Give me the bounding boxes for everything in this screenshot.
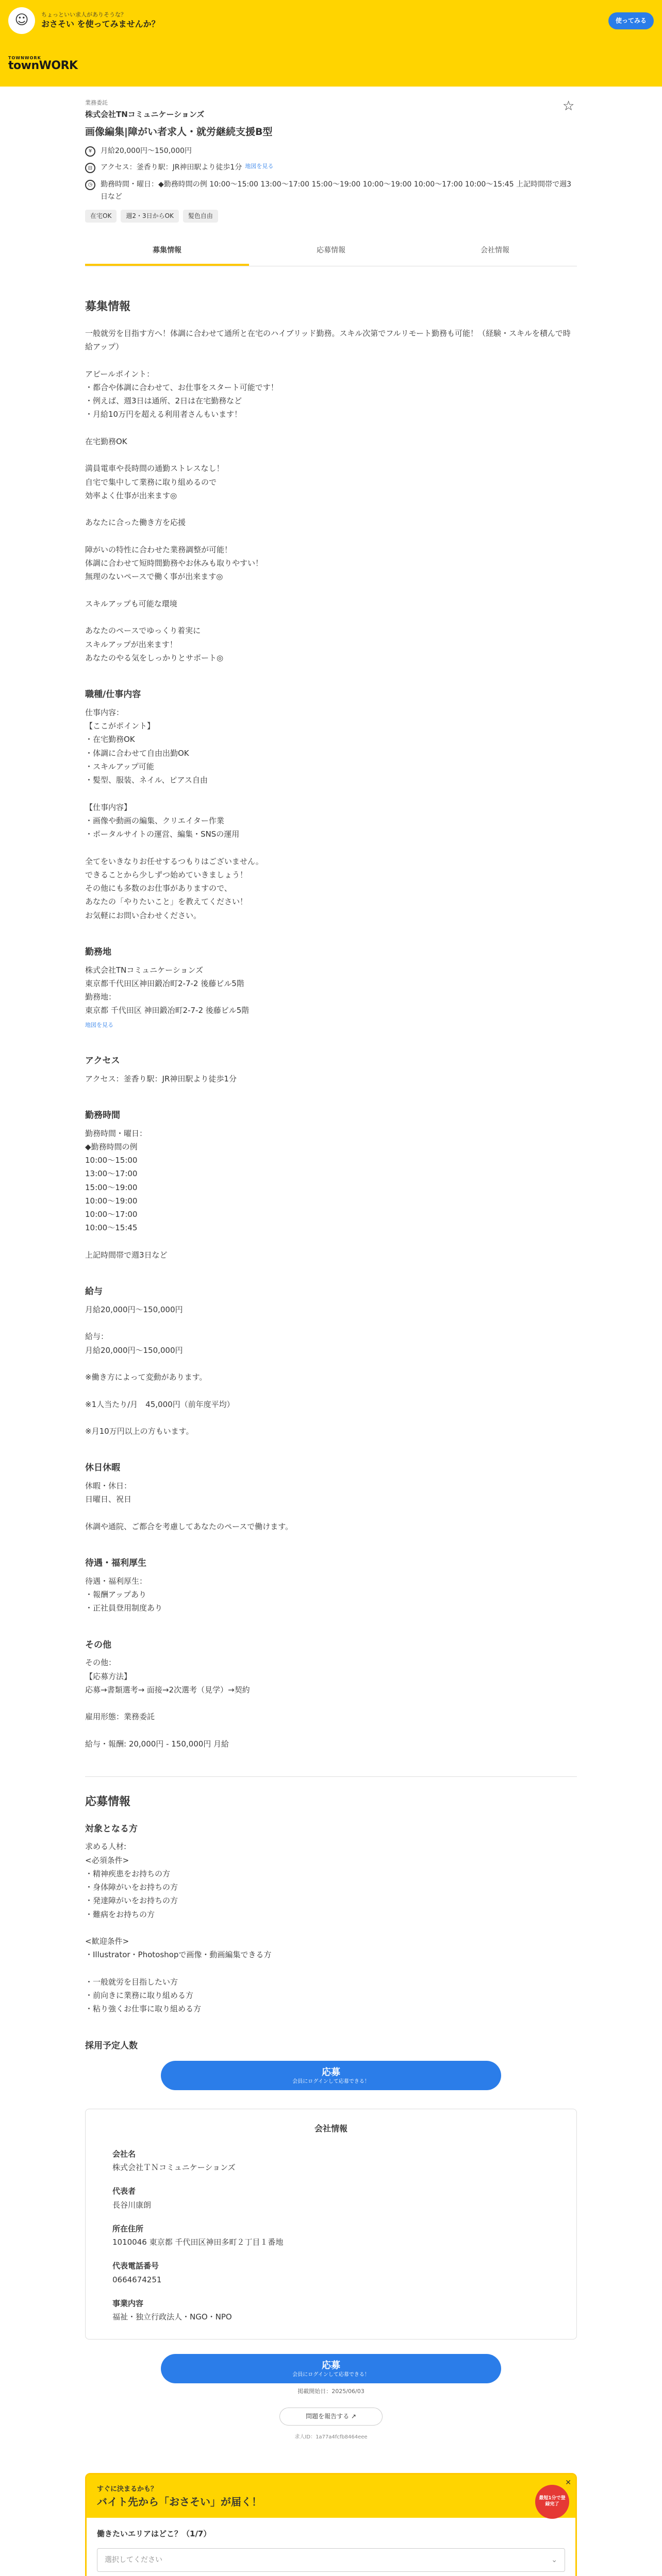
job-header: [85, 87, 577, 223]
company-key: 代表者: [112, 2187, 136, 2196]
hours-text: 勤務時間・曜日：◆勤務時間の例 10:00〜15:00 13:00〜17:00 15:00〜19:00 10:00〜19:00 10:00〜17:00 10:00〜15:45 上記時間帯で週3日など: [101, 180, 571, 201]
tag: 在宅OK: [85, 210, 117, 223]
area-prompt-line1: すぐに決まるかも？: [97, 2485, 158, 2493]
report-button[interactable]: 問題を報告する ↗: [279, 2408, 383, 2426]
salary-text: 月給20,000円〜150,000円: [101, 146, 192, 155]
company-info-card: [85, 2109, 577, 2340]
access-row: [85, 161, 577, 174]
hours-heading: 勤務時間: [85, 1110, 120, 1121]
site-header: [0, 41, 662, 87]
location-text: 株式会社TNコミュニケーションズ 東京都千代田区神田鍛冶町2-7-2 後藤ビル5階 勤務地： 東京都 千代田区 神田鍛冶町2-7-2 後藤ビル5階: [85, 965, 250, 1015]
other-heading: その他: [85, 1639, 111, 1650]
tag: 髪色自由: [183, 210, 218, 223]
apply-button[interactable]: 応募 会員にログインして応募できる！: [161, 2061, 501, 2090]
area-select[interactable]: [97, 2548, 565, 2572]
duties-heading: 職種/仕事内容: [85, 689, 141, 700]
train-icon: ⊟: [85, 163, 95, 173]
promo-try-button[interactable]: 使ってみる: [608, 12, 654, 29]
tab-bar: [85, 238, 577, 267]
company-value: 1010046 東京都 千代田区神田多町２丁目１番地: [112, 2238, 284, 2247]
company-info-heading: 会社情報: [314, 2123, 347, 2133]
tag: 週2・3日からOK: [121, 210, 179, 223]
benefits-detail: 待遇・福利厚生： ・報酬アップあり ・正社員登用制度あり: [85, 1576, 163, 1613]
divider: [85, 1776, 577, 1777]
holiday-detail: 休暇・休日： 日曜日、祝日 休調や通院、ご都合を考慮してあなたのペースで働けます。: [85, 1481, 293, 1531]
site-logo[interactable]: TOWNWORK townWORK: [8, 56, 78, 72]
employment-type: 業務委託: [85, 99, 108, 106]
recruit-section: [85, 297, 577, 1751]
access-text: アクセス：釜香り駅：JR神田駅より徒歩1分: [101, 163, 242, 172]
company-key: 所在住所: [112, 2224, 144, 2233]
benefits-heading: 待遇・福利厚生: [85, 1558, 146, 1568]
tag-list: [85, 210, 577, 223]
quick-register-badge: 最短1分で登録完了: [535, 2485, 569, 2519]
hiring-count-heading: 採用予定人数: [85, 2040, 138, 2051]
location-map-link[interactable]: 地図を見る: [85, 1021, 113, 1028]
company-name: 株式会社TNコミュニケーションズ: [85, 110, 205, 120]
area-select-placeholder: 選択してください: [105, 2555, 162, 2564]
access-detail: アクセス：釜香り駅：JR神田駅より徒歩1分: [85, 1074, 237, 1083]
target-heading: 対象となる方: [85, 1823, 138, 1834]
close-icon[interactable]: ✕: [565, 2478, 571, 2487]
published-date: 掲載開始日：2025/06/03: [297, 2387, 365, 2395]
clock-icon: ◷: [85, 180, 95, 190]
company-key: 事業内容: [112, 2298, 144, 2308]
hours-row: [85, 178, 577, 204]
apply-heading: 応募情報: [85, 1795, 131, 1808]
tab-company[interactable]: 会社情報: [481, 246, 509, 255]
yen-icon: ¥: [85, 146, 95, 157]
job-id: 求人ID：1a77a4fcfb8464eee: [294, 2434, 368, 2441]
salary-heading: 給与: [85, 1286, 103, 1297]
company-value: 長谷川康朗: [112, 2200, 152, 2210]
promo-banner: [0, 0, 662, 41]
location-heading: 勤務地: [85, 946, 111, 957]
target-text: 求める人材: <必須条件> ・精神疾患をお持ちの方 ・身体障がいをお持ちの方 ・発達障がいをお持ちの方 ・難病をお持ちの方 <歓迎条件> ・Illustrator・Photoshopで画像・動画編集できる方 ・一般就労を目指したい方 ・前向きに業務に取り組める方 ・粘り強くお仕事に取り組める方: [85, 1842, 272, 2014]
company-value: 0664674251: [112, 2275, 162, 2284]
company-value: 株式会社ＴＮコミュニケーションズ: [112, 2163, 236, 2173]
tab-apply[interactable]: 応募情報: [317, 246, 345, 255]
chevron-down-icon: ⌄: [551, 2555, 557, 2564]
company-key: 会社名: [112, 2149, 136, 2159]
recruit-heading: 募集情報: [85, 300, 131, 314]
map-link[interactable]: 地図を見る: [245, 163, 274, 170]
mascot-icon: ☺: [8, 7, 35, 34]
other-detail: その他： 【応募方法】 応募→書類選考→ 面接→2次選考（見学）→契約 雇用形態：業務委託 給与・報酬: 20,000円 - 150,000円 月給: [85, 1658, 250, 1749]
promo-small: ちょっといい求人がありそうな？: [41, 11, 126, 19]
salary-row: [85, 145, 577, 158]
area-prompt-line2: バイト先から「おさそい」が届く！: [97, 2496, 262, 2509]
salary-detail: 月給20,000円〜150,000円 給与： 月給20,000円〜150,000円 ※働き方によって変動があります。 ※1人当たり/月 45,000円（前年度平均） ※月10万円以上の方もいます。: [85, 1304, 235, 1436]
favorite-star-icon[interactable]: ☆: [562, 98, 575, 114]
tab-recruit[interactable]: 募集情報: [85, 238, 249, 266]
duties-text: 仕事内容： 【ここがポイント】 ・在宅勤務OK ・体調に合わせて自由出勤OK ・スキルアップ可能 ・髪型、服装、ネイル、ピアス自由 【仕事内容】 ・画像や動画の編集、クリエイター作業 ・ポータルサイトの運営、編集・SNSの運用 全てをいきなりお任せするつもりはございません。 できることから少しずつ始めていきましょう！ その他にも多数のお仕事がありますので、 あなたの「やりたいこと」を教えてください！ お気軽にお問い合わせください。: [85, 707, 263, 920]
apply-button-bottom[interactable]: 応募 会員にログインして応募できる！: [161, 2354, 501, 2383]
recruit-intro: 一般就労を目指す方へ！体調に合わせて通所と在宅のハイブリッド勤務。スキル次第でフルリモート勤務も可能！（経験・スキルを積んで時給アップ） アピールポイント： ・都合や体調に合わせて、お仕事をスタート可能です！ ・例えば、週3日は通所、2日は在宅勤務など ・月給10万円を超える利用者さんもいます！ 在宅勤務OK 満員電車や長時間の通勤ストレスなし！ 自宅で集中して業務に取り組めるので 効率よく仕事が出来ます◎ あなたに合った働き方を応援 障がいの特性に合わせた業務調整が可能！ 体調に合わせて短時間勤務やお休みも取りやすい！ 無理のないペースで働く事が出来ます◎ スキルアップも可能な環境 あなたのペースでゆっくり着実に スキルアップが出来ます！ あなたのやる気をしっかりとサポート◎: [85, 328, 571, 663]
holiday-heading: 休日休暇: [85, 1463, 120, 1473]
company-value: 福祉・独立行政法人・NGO・NPO: [112, 2312, 232, 2322]
hours-detail: 勤務時間・曜日： ◆勤務時間の例 10:00〜15:00 13:00〜17:00 15:00〜19:00 10:00〜19:00 10:00〜17:00 10:00〜15:45 上記時間帯で週3日など: [85, 1128, 168, 1260]
area-question: 働きたいエリアはどこ？（1/7）: [97, 2529, 211, 2539]
apply-section: [85, 1792, 577, 2090]
job-title: 画像編集|障がい者求人・就労継続支援B型: [85, 126, 273, 138]
access-heading: アクセス: [85, 1055, 120, 1066]
area-prompt-card: [85, 2473, 577, 2576]
company-key: 代表電話番号: [112, 2261, 159, 2271]
promo-title: おさそい を使ってみませんか？: [41, 19, 160, 29]
